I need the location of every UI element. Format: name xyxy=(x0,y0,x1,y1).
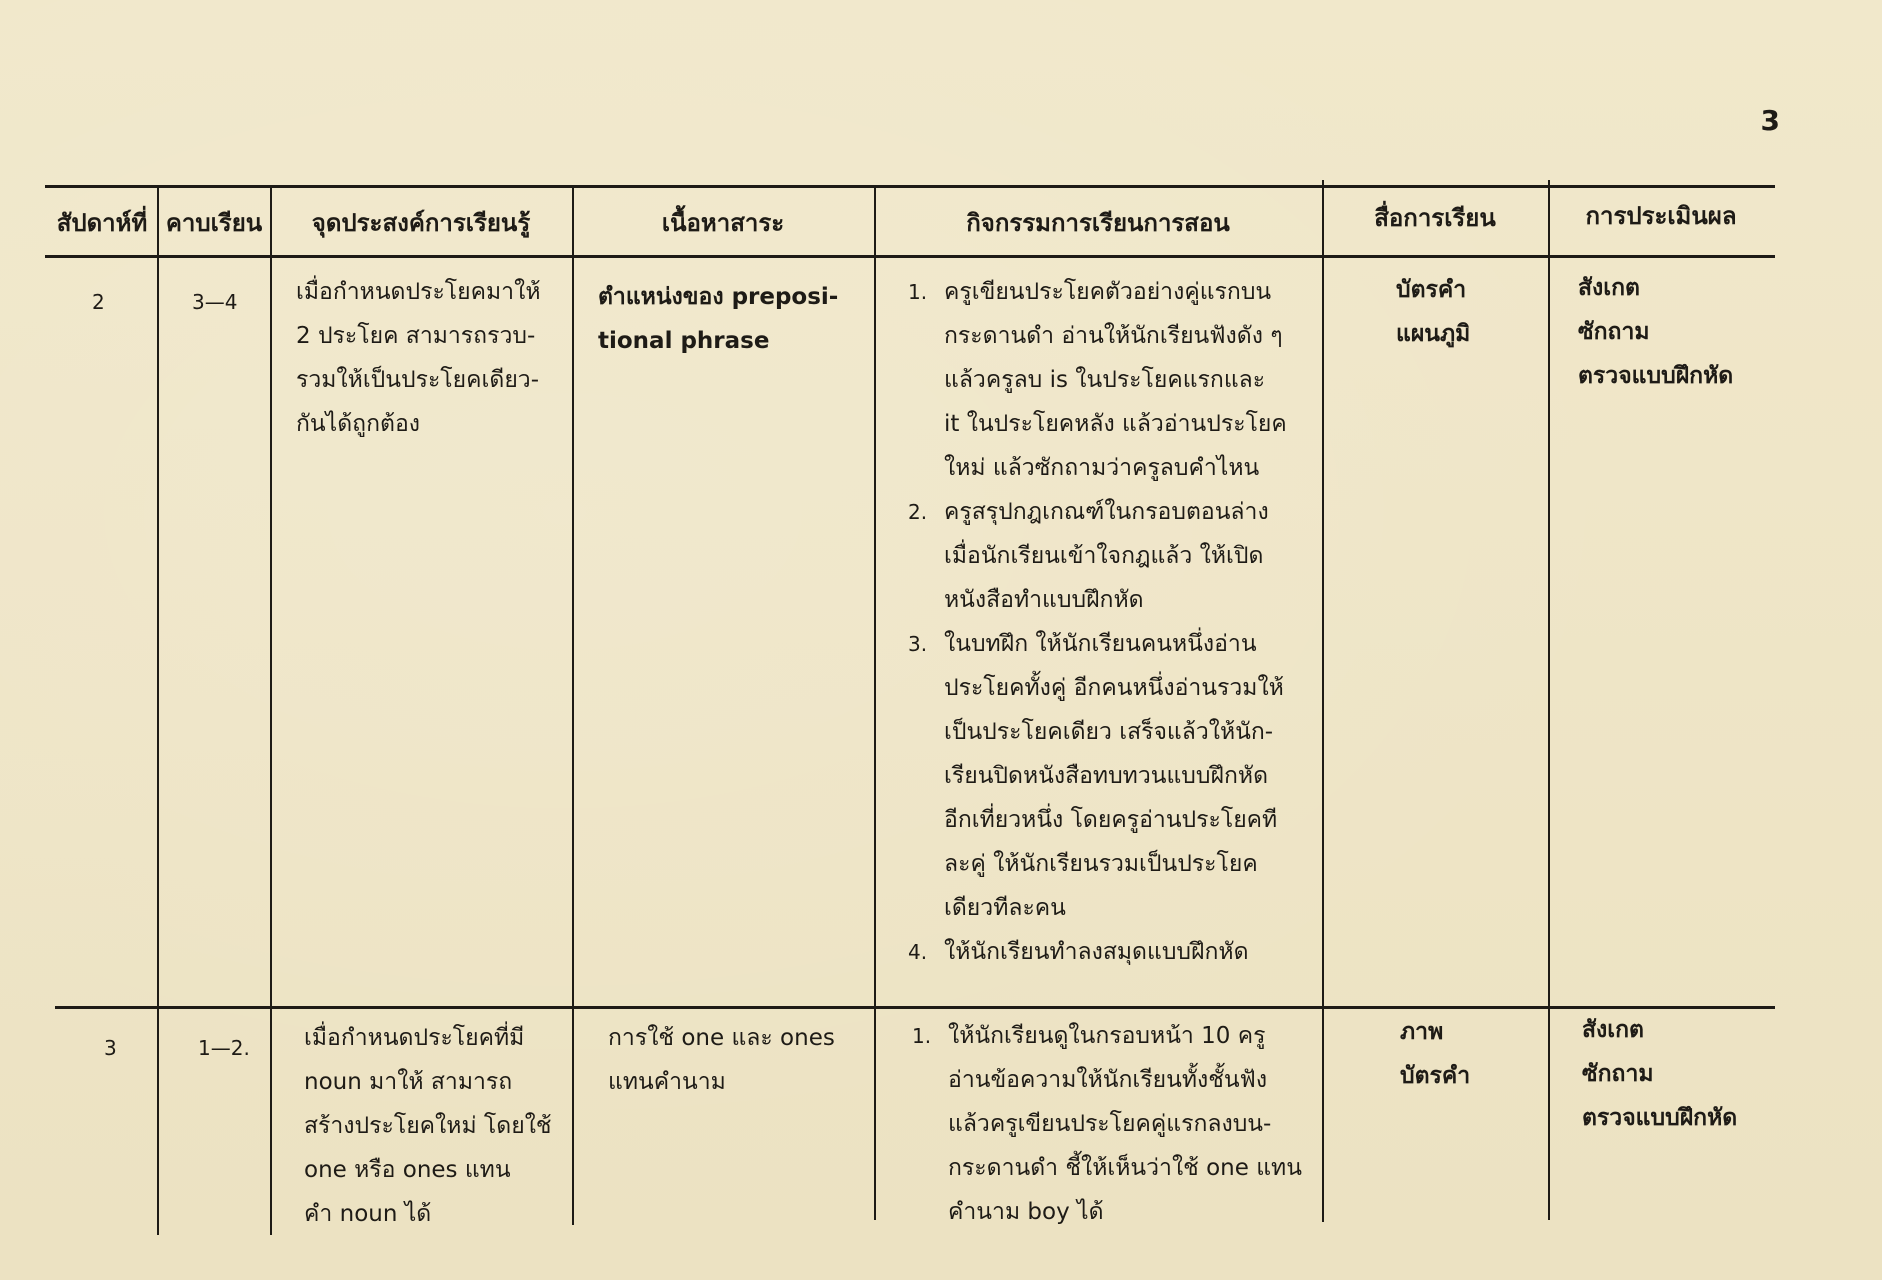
content-line: การใช้ one และ ones xyxy=(608,1025,835,1051)
activity-number: 2. xyxy=(908,500,928,524)
objective-line: กันได้ถูกต้อง xyxy=(296,411,420,437)
evaluation-item: สังเกต xyxy=(1582,1017,1644,1043)
header-objectives: จุดประสงค์การเรียนรู้ xyxy=(311,209,531,237)
row2-period: 1—2. xyxy=(198,1036,250,1060)
activity-line: ในบทฝึก ให้นักเรียนคนหนึ่งอ่าน xyxy=(944,631,1257,657)
activity-line: ครูเขียนประโยคตัวอย่างคู่แรกบน xyxy=(944,279,1272,305)
activity-line: ให้นักเรียนดูในกรอบหน้า 10 ครู xyxy=(948,1023,1266,1049)
objective-line: รวมให้เป็นประโยคเดียว- xyxy=(296,367,540,393)
evaluation-item: ซักถาม xyxy=(1582,1061,1654,1087)
table-top-rule xyxy=(45,185,1775,188)
header-media: สื่อการเรียน xyxy=(1374,204,1496,232)
activity-number: 3. xyxy=(908,632,928,656)
row2-evaluation xyxy=(1582,1008,1737,1140)
activity-line: ครูสรุปกฎเกณฑ์ในกรอบตอนล่าง xyxy=(944,499,1269,525)
header-content: เนื้อหาสาระ xyxy=(661,209,785,237)
row-separator-rule xyxy=(55,1006,1775,1009)
content-line: tional phrase xyxy=(598,328,770,354)
activity-item xyxy=(908,622,1287,930)
media-item: ภาพ xyxy=(1400,1019,1444,1045)
row2-content xyxy=(608,1016,835,1104)
activity-line: คำนาม boy ได้ xyxy=(948,1199,1104,1225)
row2-media xyxy=(1400,1010,1470,1098)
activity-number: 4. xyxy=(908,940,928,964)
column-rule xyxy=(1322,180,1324,1222)
media-item: บัตรคำ xyxy=(1396,277,1467,303)
evaluation-item: สังเกต xyxy=(1578,275,1640,301)
row2-week: 3 xyxy=(104,1036,117,1060)
objective-line: เมื่อกำหนดประโยคมาให้ xyxy=(296,279,541,305)
activity-line: เรียนปิดหนังสือทบทวนแบบฝึกหัด xyxy=(944,763,1268,789)
activity-item xyxy=(908,270,1287,490)
column-rule xyxy=(1548,180,1550,1220)
media-item: แผนภูมิ xyxy=(1396,321,1471,347)
activity-line: เป็นประโยคเดียว เสร็จแล้วให้นัก- xyxy=(944,719,1274,745)
activity-line: กระดานดำ อ่านให้นักเรียนฟังดัง ๆ xyxy=(944,323,1283,349)
column-rule xyxy=(874,185,876,1220)
row2-objectives xyxy=(304,1016,552,1236)
activity-number: 1. xyxy=(908,280,928,304)
activity-line: ประโยคทั้งคู่ อีกคนหนึ่งอ่านรวมให้ xyxy=(944,675,1284,701)
row1-period: 3—4 xyxy=(192,290,238,314)
row1-content xyxy=(598,275,838,363)
activity-line: ให้นักเรียนทำลงสมุดแบบฝึกหัด xyxy=(944,939,1249,965)
activity-line: อีกเที่ยวหนึ่ง โดยครูอ่านประโยคที xyxy=(944,807,1278,833)
media-item: บัตรคำ xyxy=(1400,1063,1471,1089)
header-bottom-rule xyxy=(45,255,1775,258)
activity-line: ใหม่ แล้วซักถามว่าครูลบคำไหน xyxy=(944,455,1260,481)
activity-line: กระดานดำ ชี้ให้เห็นว่าใช้ one แทน xyxy=(948,1155,1302,1181)
objective-line: เมื่อกำหนดประโยคที่มี xyxy=(304,1025,525,1051)
activity-item xyxy=(908,930,1287,974)
content-line: ตำแหน่งของ preposi- xyxy=(598,284,839,310)
header-activities: กิจกรรมการเรียนการสอน xyxy=(966,209,1230,237)
column-rule xyxy=(572,185,574,1225)
row1-media xyxy=(1396,268,1470,356)
activity-line: ละคู่ ให้นักเรียนรวมเป็นประโยค xyxy=(944,851,1258,877)
column-rule xyxy=(157,185,159,1235)
activity-number: 1. xyxy=(912,1024,932,1048)
header-period: คาบเรียน xyxy=(165,209,263,237)
row1-objectives xyxy=(296,270,541,446)
objective-line: คำ noun ได้ xyxy=(304,1201,432,1227)
activity-line: แล้วครูลบ is ในประโยคแรกและ xyxy=(944,367,1266,393)
activity-line: เมื่อนักเรียนเข้าใจกฎแล้ว ให้เปิด xyxy=(944,543,1264,569)
row1-evaluation xyxy=(1578,266,1733,398)
row2-activities xyxy=(912,1014,1302,1234)
objective-line: 2 ประโยค สามารถรวบ- xyxy=(296,323,536,349)
activity-item xyxy=(912,1014,1302,1234)
evaluation-item: ตรวจแบบฝึกหัด xyxy=(1582,1105,1738,1131)
content-line: แทนคำนาม xyxy=(608,1069,726,1095)
header-week: สัปดาห์ที่ xyxy=(56,209,148,237)
row1-activities xyxy=(908,270,1287,974)
row1-week: 2 xyxy=(92,290,105,314)
page-number: 3 xyxy=(1760,104,1780,137)
evaluation-item: ตรวจแบบฝึกหัด xyxy=(1578,363,1734,389)
activity-line: แล้วครูเขียนประโยคคู่แรกลงบน- xyxy=(948,1111,1272,1137)
column-rule xyxy=(270,185,272,1235)
activity-line: it ในประโยคหลัง แล้วอ่านประโยค xyxy=(944,411,1287,437)
evaluation-item: ซักถาม xyxy=(1578,319,1650,345)
objective-line: สร้างประโยคใหม่ โดยใช้ xyxy=(304,1113,552,1139)
activity-line: เดียวทีละคน xyxy=(944,895,1066,921)
activity-line: หนังสือทำแบบฝึกหัด xyxy=(944,587,1144,613)
objective-line: noun มาให้ สามารถ xyxy=(304,1069,513,1095)
objective-line: one หรือ ones แทน xyxy=(304,1157,511,1183)
activity-line: อ่านข้อความให้นักเรียนทั้งชั้นฟัง xyxy=(948,1067,1268,1093)
activity-item xyxy=(908,490,1287,622)
header-evaluation: การประเมินผล xyxy=(1585,202,1737,230)
